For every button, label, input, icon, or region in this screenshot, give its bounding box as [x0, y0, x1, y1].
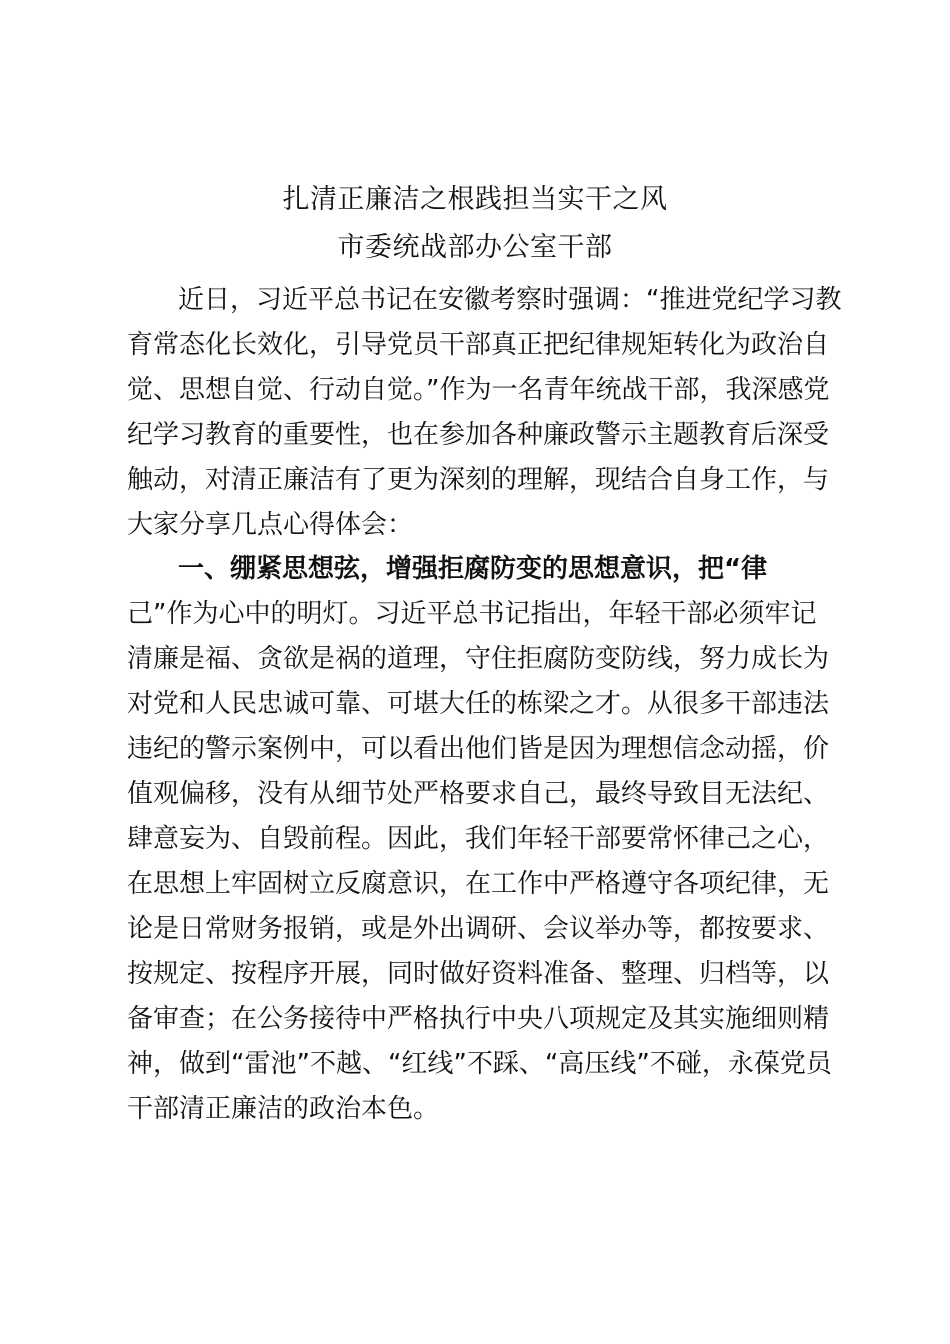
paragraph-2-line: 论是日常财务报销，或是外出调研、会议举办等，都按要求、 — [127, 914, 830, 944]
section-1-heading: 一、绷紧思想弦，增强拒腐防变的思想意识，把“律 — [178, 554, 768, 584]
paragraph-2-line: 清廉是福、贪欲是祸的道理，守住拒腐防变防线，努力成长为 — [127, 644, 830, 674]
paragraph-1-line: 大家分享几点心得体会： — [127, 510, 414, 540]
paragraph-2-line: 备审查；在公务接待中严格执行中央八项规定及其实施细则精 — [127, 1004, 830, 1034]
paragraph-2-line: 在思想上牢固树立反腐意识，在工作中严格遵守各项纪律，无 — [127, 869, 830, 899]
document-author: 市委统战部办公室干部 — [337, 232, 613, 263]
paragraph-2-line: 肆意妄为、自毁前程。因此，我们年轻干部要常怀律己之心， — [127, 824, 830, 854]
paragraph-2-line: 对党和人民忠诚可靠、可堪大任的栋梁之才。从很多干部违法 — [127, 689, 830, 719]
paragraph-1-line: 近日，习近平总书记在安徽考察时强调：“推进党纪学习教 — [178, 285, 842, 315]
paragraph-2-line: 干部清正廉洁的政治本色。 — [127, 1094, 440, 1124]
paragraph-2-line: 神，做到“雷池”不越、“红线”不踩、“高压线”不碰，永葆党员 — [127, 1049, 832, 1079]
paragraph-1-line: 触动，对清正廉洁有了更为深刻的理解，现结合自身工作，与 — [127, 465, 830, 495]
paragraph-2-line: 值观偏移，没有从细节处严格要求自己，最终导致目无法纪、 — [127, 779, 830, 809]
paragraph-2-line: 按规定、按程序开展，同时做好资料准备、整理、归档等，以 — [127, 959, 830, 989]
document-title: 扎清正廉洁之根践担当实干之风 — [282, 184, 668, 215]
paragraph-2-line: 己”作为心中的明灯。习近平总书记指出，年轻干部必须牢记 — [127, 599, 817, 629]
paragraph-2-line: 违纪的警示案例中，可以看出他们皆是因为理想信念动摇，价 — [127, 734, 830, 764]
paragraph-1-line: 纪学习教育的重要性，也在参加各种廉政警示主题教育后深受 — [127, 420, 830, 450]
paragraph-1-line: 育常态化长效化，引导党员干部真正把纪律规矩转化为政治自 — [127, 330, 830, 360]
paragraph-1-line: 觉、思想自觉、行动自觉。”作为一名青年统战干部，我深感党 — [127, 375, 830, 405]
